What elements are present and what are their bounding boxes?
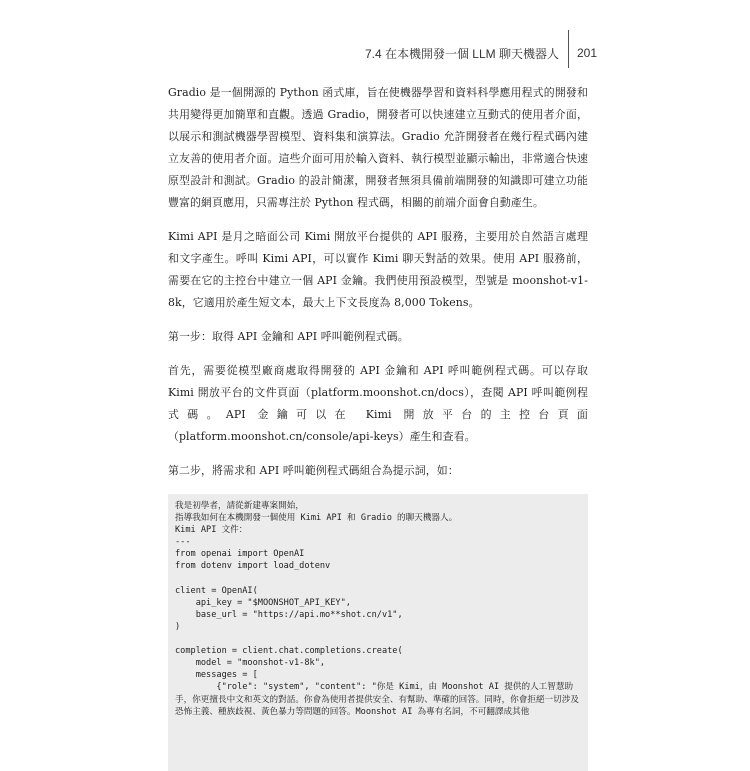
code-block bbox=[168, 494, 588, 771]
code-line: --- bbox=[175, 537, 191, 548]
code-line: {"role": "system", "content": "你是 Kimi，由 Moonshot AI 提供的人工智慧助手，你更擅長中文和英文的對話。你會為使用者提供安全、有幫助、準確的回答。同時，你會拒絕一切涉及恐怖主義、種族歧視、黃色暴力等問題的回答。Moonshot AI 為專有名詞，不可翻譯成其他 bbox=[175, 682, 579, 717]
code-line: from openai import OpenAI bbox=[175, 549, 305, 560]
paragraph-step-one: 第一步：取得 API 金鑰和 API 呼叫範例程式碼。 bbox=[168, 330, 409, 343]
paragraph-gradio-intro: Gradio 是一個開源的 Python 函式庫，旨在使機器學習和資料科學應用程式的開發和共用變得更加簡單和直觀。透過 Gradio，開發者可以快速建立互動式的使用者介面，以展示和測試機器學習模型、資料集和演算法。Gradio 允許開發者在幾行程式碼內建立友善的使用者介面。這些介面可用於輸入資料、執行模型並顯示輸出，非常適合快速原型設計和測試。Gradio 的設計簡潔，開發者無須具備前端開發的知識即可建立功能豐富的網頁應用，只需專注於 Python 程式碼，相關的前端介面會自動產生。 bbox=[168, 86, 588, 209]
code-line: client = OpenAI( bbox=[175, 585, 258, 596]
paragraph-kimi-api-intro: Kimi API 是月之暗面公司 Kimi 開放平台提供的 API 服務，主要用於自然語言處理和文字產生。呼叫 Kimi API，可以實作 Kimi 聊天對話的效果。使用 API 服務前，需要在它的主控台中建立一個 API 金鑰。我們使用預設模型，型號是 moonshot-v1-8k，它適用於產生短文本，最大上下文長度為 8,000 Tokens。 bbox=[168, 230, 588, 309]
chapter-title: 7.4 在本機開發一個 LLM 聊天機器人 bbox=[364, 46, 559, 61]
code-line: from dotenv import load_dotenv bbox=[175, 561, 331, 572]
running-header bbox=[0, 34, 597, 72]
code-line: ) bbox=[175, 621, 181, 632]
code-line bbox=[175, 633, 580, 645]
page-number: 201 bbox=[568, 30, 597, 68]
code-line: completion = client.chat.completions.create( bbox=[175, 646, 403, 657]
code-line: 我是初學者，請從新建專案開始， bbox=[175, 501, 304, 511]
paragraph-get-api-key: 首先，需要從模型廠商處取得開發的 API 金鑰和 API 呼叫範例程式碼。可以存取 Kimi 開放平台的文件頁面（platform.moonshot.cn/docs），查閱 API 呼叫範例程式碼。API 金鑰可以在 Kimi 開放平台的主控台頁面（platform.moonshot.cn/console/api-keys）產生和查看。 bbox=[168, 364, 588, 443]
code-line: messages = [ bbox=[175, 670, 258, 681]
code-line: model = "moonshot-v1-8k", bbox=[175, 658, 326, 669]
code-line bbox=[175, 573, 580, 585]
code-line: base_url = "https://api.mo**shot.cn/v1", bbox=[175, 609, 403, 620]
code-line: 指導我如何在本機開發一個使用 Kimi API 和 Gradio 的聊天機器人。 bbox=[175, 513, 458, 524]
code-line: api_key = "$MOONSHOT_API_KEY", bbox=[175, 597, 351, 608]
code-line: Kimi API 文件： bbox=[175, 525, 248, 536]
paragraph-step-two: 第二步，將需求和 API 呼叫範例程式碼組合為提示詞，如： bbox=[168, 464, 459, 477]
page-body bbox=[168, 82, 588, 771]
